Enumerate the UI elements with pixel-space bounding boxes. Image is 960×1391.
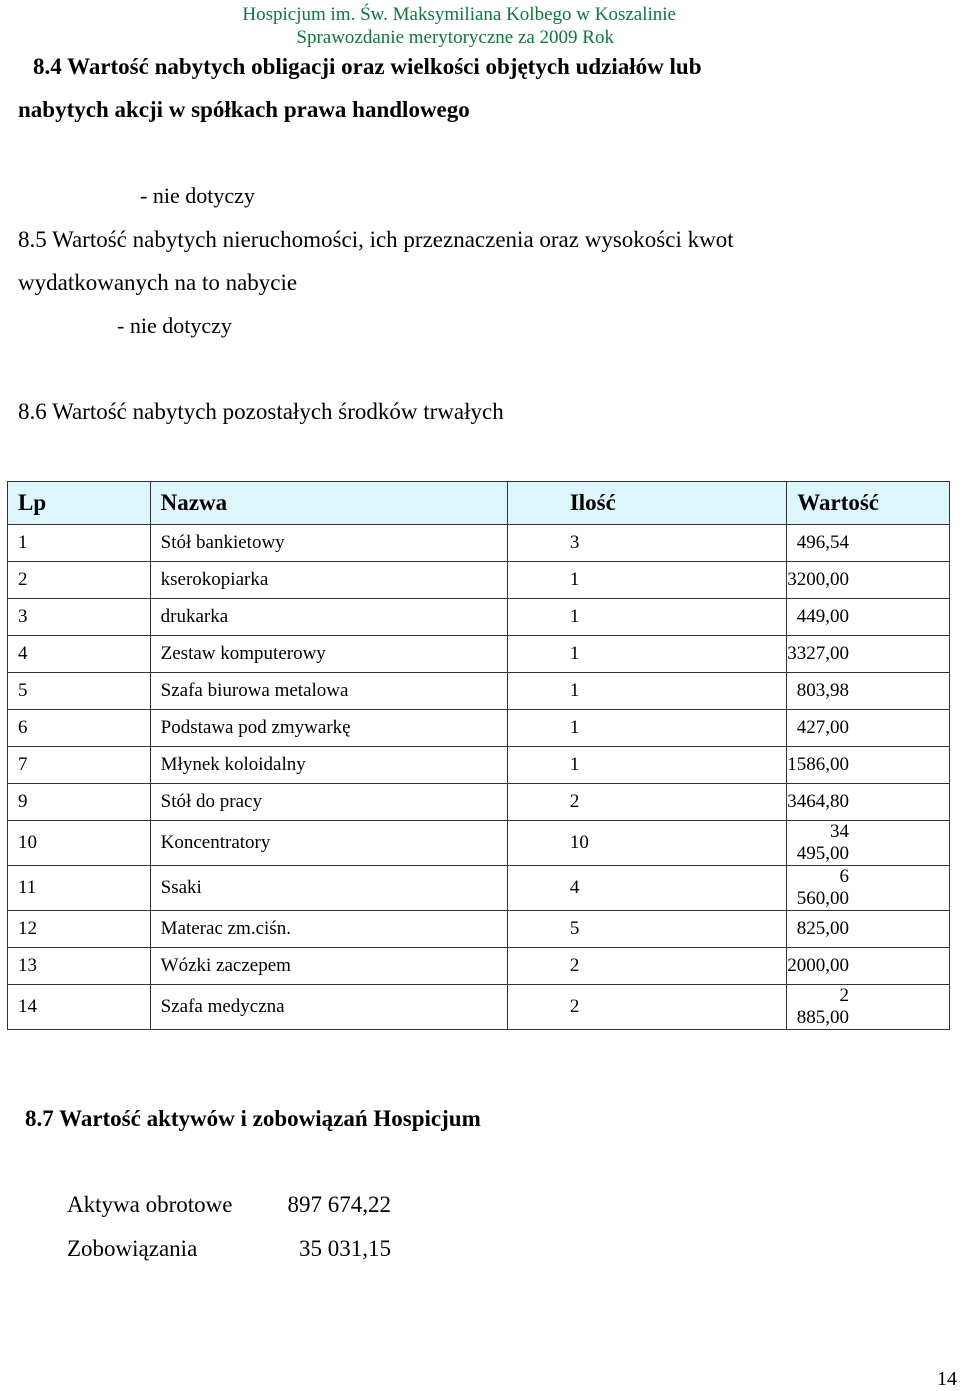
cell-name: kserokopiarka	[150, 562, 507, 599]
page-number: 14	[937, 1368, 957, 1390]
column-header-name: Nazwa	[150, 482, 507, 525]
cell-lp: 11	[8, 866, 151, 911]
cell-lp: 4	[8, 636, 151, 673]
section-8-6-title: 8.6 Wartość nabytych pozostałych środków trwałych	[18, 399, 504, 424]
cell-name: Młynek koloidalny	[150, 747, 507, 784]
cell-name: Stół do pracy	[150, 784, 507, 821]
cell-name: Zestaw komputerowy	[150, 636, 507, 673]
cell-quantity: 1	[507, 710, 786, 747]
table-row	[8, 599, 950, 636]
cell-quantity: 4	[507, 866, 786, 911]
cell-quantity: 5	[507, 911, 786, 948]
current-assets-label: Aktywa obrotowe	[67, 1192, 233, 1217]
cell-value: 427,00	[787, 710, 950, 747]
table-row	[8, 911, 950, 948]
table-row	[8, 525, 950, 562]
cell-lp: 14	[8, 985, 151, 1030]
cell-quantity: 1	[507, 599, 786, 636]
cell-lp: 7	[8, 747, 151, 784]
cell-name: Stół bankietowy	[150, 525, 507, 562]
cell-value: 6 560,00	[787, 866, 950, 911]
cell-quantity: 1	[507, 636, 786, 673]
table-row	[8, 821, 950, 866]
cell-value: 3464,80	[787, 784, 950, 821]
cell-lp: 12	[8, 911, 151, 948]
table-row	[8, 747, 950, 784]
table-row	[8, 710, 950, 747]
cell-lp: 10	[8, 821, 151, 866]
cell-name: Ssaki	[150, 866, 507, 911]
section-8-7-title: 8.7 Wartość aktywów i zobowiązań Hospicjum	[25, 1106, 481, 1131]
column-header-value: Wartość	[787, 482, 950, 525]
cell-lp: 6	[8, 710, 151, 747]
table-row	[8, 784, 950, 821]
cell-value: 3200,00	[787, 562, 950, 599]
section-8-5-note: - nie dotyczy	[117, 313, 232, 338]
header-institution: Hospicjum im. Św. Maksymiliana Kolbego w Koszalinie	[242, 4, 676, 25]
cell-quantity: 1	[507, 562, 786, 599]
cell-name: Podstawa pod zmywarkę	[150, 710, 507, 747]
cell-quantity: 1	[507, 673, 786, 710]
section-8-4-title-line1: 8.4 Wartość nabytych obligacji oraz wielkości objętych udziałów lub	[33, 54, 702, 79]
cell-quantity: 3	[507, 525, 786, 562]
cell-value: 3327,00	[787, 636, 950, 673]
table-row	[8, 948, 950, 985]
table-row	[8, 636, 950, 673]
cell-value: 825,00	[787, 911, 950, 948]
fixed-assets-table	[7, 481, 950, 1030]
header-report-title: Sprawozdanie merytoryczne za 2009 Rok	[296, 27, 614, 48]
cell-quantity: 2	[507, 985, 786, 1030]
cell-name: Wózki zaczepem	[150, 948, 507, 985]
cell-name: Szafa biurowa metalowa	[150, 673, 507, 710]
liabilities-value: 35 031,15	[299, 1236, 391, 1261]
cell-name: Materac zm.ciśn.	[150, 911, 507, 948]
current-assets-value: 897 674,22	[287, 1192, 391, 1217]
cell-lp: 13	[8, 948, 151, 985]
cell-value: 803,98	[787, 673, 950, 710]
section-8-5-title-line1: 8.5 Wartość nabytych nieruchomości, ich przeznaczenia oraz wysokości kwot	[18, 227, 734, 252]
cell-value: 2 885,00	[787, 985, 950, 1030]
cell-name: Szafa medyczna	[150, 985, 507, 1030]
cell-lp: 9	[8, 784, 151, 821]
cell-value: 449,00	[787, 599, 950, 636]
cell-name: Koncentratory	[150, 821, 507, 866]
table-row	[8, 866, 950, 911]
cell-lp: 1	[8, 525, 151, 562]
cell-quantity: 10	[507, 821, 786, 866]
cell-value: 34 495,00	[787, 821, 950, 866]
section-8-4-note: - nie dotyczy	[140, 183, 255, 208]
table-row	[8, 985, 950, 1030]
section-8-4-title-line2: nabytych akcji w spółkach prawa handlowego	[18, 97, 470, 122]
cell-lp: 5	[8, 673, 151, 710]
cell-quantity: 2	[507, 948, 786, 985]
cell-value: 2000,00	[787, 948, 950, 985]
column-header-lp: Lp	[8, 482, 151, 525]
column-header-quantity: Ilość	[507, 482, 786, 525]
liabilities-label: Zobowiązania	[67, 1236, 198, 1261]
cell-quantity: 2	[507, 784, 786, 821]
cell-lp: 2	[8, 562, 151, 599]
section-8-5-title-line2: wydatkowanych na to nabycie	[18, 270, 298, 295]
cell-name: drukarka	[150, 599, 507, 636]
cell-value: 496,54	[787, 525, 950, 562]
cell-quantity: 1	[507, 747, 786, 784]
table-row	[8, 562, 950, 599]
cell-lp: 3	[8, 599, 151, 636]
table-header-row	[8, 482, 950, 525]
table-row	[8, 673, 950, 710]
cell-value: 1586,00	[787, 747, 950, 784]
